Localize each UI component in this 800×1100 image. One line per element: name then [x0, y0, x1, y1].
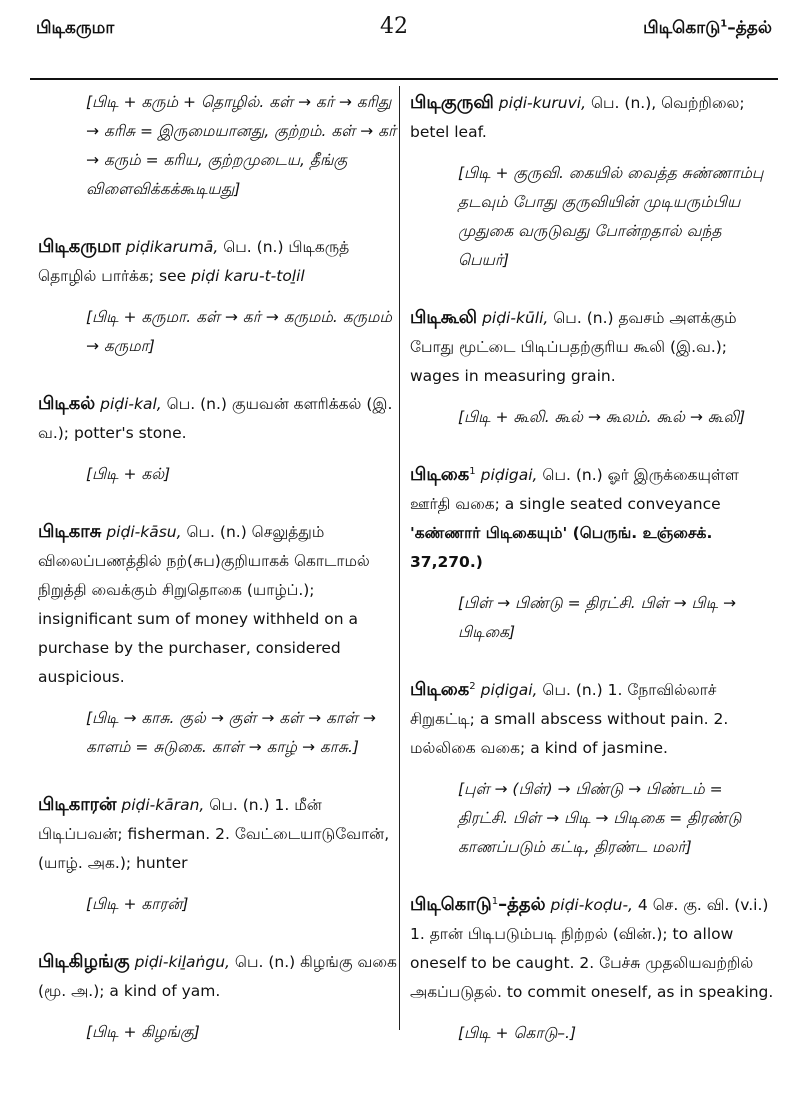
headword: பிடிகுருவி [410, 92, 494, 113]
etymology: [பிடி + கிழங்கு] [86, 1023, 200, 1041]
entry-pidikuli [410, 303, 774, 391]
entry-pidikasu [38, 517, 400, 692]
etymology: [பிடி + கல்] [86, 465, 171, 483]
definition: பெ. (n.) 1. மீன் பிடிப்பவன்; fisherman. 2. வேட்டையாடுவோன், (யாழ். அக.); hunter [38, 796, 390, 872]
definition: 4 செ. கு. வி. (v.i.) 1. தான் பிடிபடும்படி நிற்றல் (வின்.); to allow oneself to be caught. 2. பேச்சு முதலியவற்றில் அகப்படுதல். to commit oneself, as in speaking. [410, 896, 774, 1001]
etymology: [பிடி + குருவி. கையில் வைத்த சுண்ணாம்பு தடவும் போது குருவியின் முடியரும்பிய முதுகை வருடுவது போன்றதால் வந்த பெயர்] [458, 164, 764, 269]
headword: பிடிகாசு [38, 521, 102, 542]
page-header [0, 12, 800, 46]
etymology: [பிடி + கூலி. கூல் → கூலம். கூல் → கூலி] [458, 408, 746, 426]
header-right-suffix: –த்தல் [727, 18, 772, 38]
definition: பெ. (n.) செலுத்தும் விலைப்பணத்தில் நற்(சுப)குறியாகக் கொடாமல் நிறுத்தி வைக்கும் சிறுதொகை (யாழ்ப்.); insignificant sum of money withheld on a purchase by the purchaser, considered auspicious. [38, 523, 370, 686]
etymology: [புள் → (பிள்) → பிண்டு → பிண்டம் = திரட்சி. பிள் → பிடி → பிடிகை = திரண்டு காணப்படும் கட்டி, திரண்ட மலர்] [458, 780, 742, 856]
transliteration: piḍigai, [480, 681, 538, 699]
homonym-number: 2 [469, 680, 476, 692]
header-right-word: பிடிகொடு [643, 18, 721, 38]
citation: 'கண்ணார் பிடிகையும்' (பெருங். உஞ்சைக். 37,270.) [410, 524, 713, 571]
right-column [410, 88, 774, 1048]
transliteration: piḍi-koḍu-, [550, 896, 633, 914]
definition: பெ. (n.) குயவன் களரிக்கல் (இ. வ.); potter's stone. [38, 395, 393, 442]
header-left-guideword: பிடிகருமா [36, 18, 115, 38]
etymology-continued: [பிடி + கரும் + தொழில். கள் → கர் → கரிது → கரிசு = இருமையானது, குற்றம். கள் → கர் → கரும் = கரிய, குற்றமுடைய, தீங்கு விளைவிக்கக்கூடியது] [86, 93, 397, 198]
entry-pidigai-1 [410, 460, 774, 577]
transliteration: piḍi-kuruvi, [498, 94, 587, 112]
definition: பெ. (n.), வெற்றிலை; betel leaf. [410, 94, 745, 141]
etymology: [பிடி + கருமா. கள் → கர் → கருமம். கருமம் → கருமா] [86, 308, 392, 355]
definition: பெ. (n.) கிழங்கு வகை (மூ. அ.); a kind of yam. [38, 953, 397, 1000]
headword: பிடிகை [410, 464, 470, 485]
entry-pidikodu [410, 890, 774, 1007]
cross-reference: piḍi karu-t-toḻil [191, 267, 305, 285]
entry-pidikuruvi [410, 88, 774, 147]
headword-suffix: –த்தல் [498, 894, 546, 915]
transliteration: piḍi-kūli, [482, 309, 549, 327]
etymology: [பிடி + கொடு–.] [458, 1024, 576, 1042]
headword: பிடிகிழங்கு [38, 951, 130, 972]
transliteration: piḍi-kāsu, [106, 523, 182, 541]
homonym-number: 1 [469, 465, 476, 477]
entry-pidikaruma [38, 232, 400, 291]
transliteration: piḍi-kāran, [121, 796, 205, 814]
definition: பெ. (n.) பிடிகருத் தொழில் பார்க்க; see [38, 238, 350, 285]
entry-pidigai-2 [410, 675, 774, 763]
headword: பிடிகாரன் [38, 794, 117, 815]
transliteration: piḍi-kiḻaṅgu, [134, 953, 230, 971]
definition: பெ. (n.) 1. நோவில்லாச் சிறுகட்டி; a small abscess without pain. 2. மல்லிகை வகை; a kind of jasmine. [410, 681, 729, 757]
transliteration: piḍigai, [480, 466, 538, 484]
headword: பிடிகருமா [38, 236, 121, 257]
transliteration: piḍikarumā, [125, 238, 219, 256]
transliteration: piḍi-kal, [100, 395, 162, 413]
headword: பிடிகை [410, 679, 470, 700]
definition: பெ. (n.) ஓர் இருக்கையுள்ள ஊர்தி வகை; a single seated conveyance [410, 466, 739, 513]
entry-pidikilangu [38, 947, 400, 1006]
headword: பிடிகூலி [410, 307, 478, 328]
etymology: [பிடி → காசு. குல் → குள் → கள் → காள் → காளம் = சுடுகை. காள் → காழ் → காசு.] [86, 709, 376, 756]
header-right-guideword [643, 18, 772, 40]
headword: பிடிகொடு [410, 894, 492, 915]
etymology: [பிள் → பிண்டு = திரட்சி. பிள் → பிடி → பிடிகை] [458, 594, 736, 641]
header-right-sup: 1 [720, 18, 728, 30]
entry-pidikaran [38, 790, 400, 878]
page-number: 42 [380, 14, 408, 39]
left-column [38, 88, 400, 1047]
definition: பெ. (n.) தவசம் அளக்கும் போது மூட்டை பிடிப்பதற்குரிய கூலி (இ.வ.); wages in measuring grain. [410, 309, 737, 385]
etymology: [பிடி + காரன்] [86, 895, 189, 913]
homonym-number: 1 [491, 895, 499, 907]
header-rule [30, 78, 778, 80]
headword: பிடிகல் [38, 393, 96, 414]
entry-pidikal [38, 389, 400, 448]
